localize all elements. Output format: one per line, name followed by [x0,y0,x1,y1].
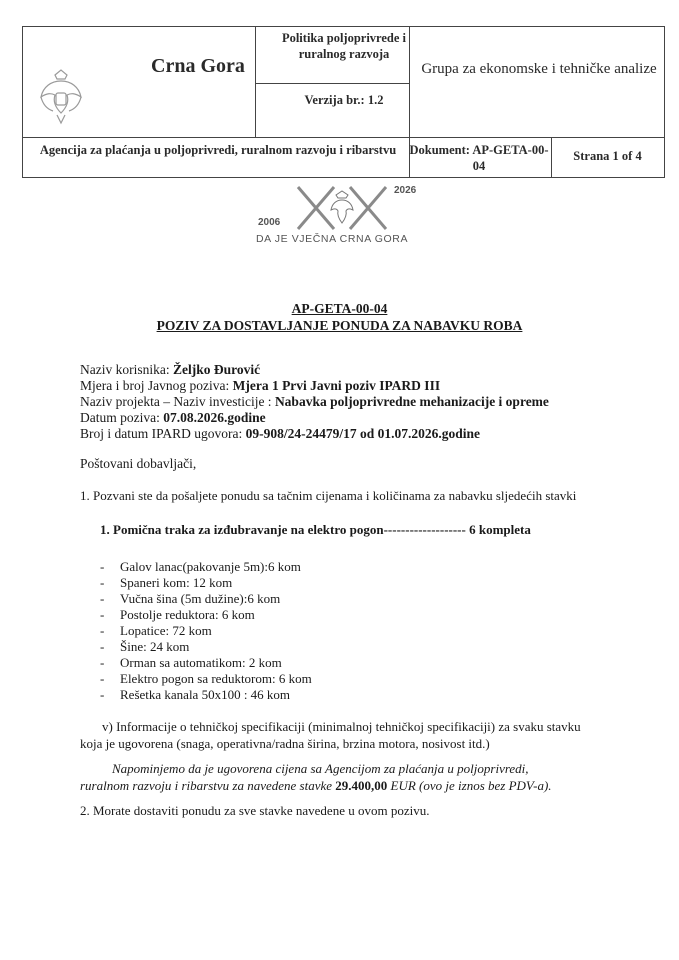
document-code: AP-GETA-00-04 [291,301,388,316]
greeting: Poštovani dobavljači, [80,456,197,471]
info-date [80,410,266,426]
coat-of-arms-icon [37,67,85,127]
anniversary-year-end: 2026 [394,185,417,196]
list-item: Galov lanac(pakovanje 5m):6 kom [120,559,301,574]
info-label: Mjera i broj Javnog poziva: [80,378,233,393]
policy-title: Politika poljoprivrede i ruralnog razvoja [281,31,407,61]
note-amount: 29.400,00 [335,778,388,793]
header-divider [255,83,409,84]
page-number: Strana 1 of 4 [573,149,642,163]
list-bullet: - [100,671,105,686]
agency-name: Agencija za plaćanja u poljoprivredi, ruralnom razvoju i ribarstvu [39,143,397,157]
info-value: Mjera 1 Prvi Javni poziv IPARD III [232,378,441,393]
country-name: Crna Gora [151,55,245,77]
list-bullet: - [100,623,105,638]
list-bullet: - [100,559,105,574]
list-item: Postolje reduktora: 6 kom [120,607,255,622]
note-text: EUR (ovo je iznos bez PDV-a). [387,778,552,793]
list-item: Šine: 24 kom [120,639,190,654]
anniversary-emblem-icon [292,185,392,231]
header-divider [23,137,664,138]
spec-line-1: v) Informacije o tehničkoj specifikaciji (minimalnoj tehničkoj specifikaciji) za svaku stavku [102,719,581,734]
anniversary-year-start: 2006 [258,217,281,228]
document-title: POZIV ZA DOSTAVLJANJE PONUDA ZA NABAVKU ROBA [156,318,523,333]
list-bullet: - [100,591,105,606]
info-value: 07.08.2026.godine [163,410,266,425]
anniversary-slogan: DA JE VJEČNA CRNA GORA [256,233,409,245]
anniversary-logo [240,183,440,249]
list-item: Spaneri kom: 12 kom [120,575,233,590]
note-line-2 [80,778,552,795]
info-beneficiary [80,362,260,378]
spec-line-2: koja je ugovorena (snaga, operativna/radna širina, brzina motora, nosivost itd.) [80,736,490,751]
list-bullet: - [100,687,105,702]
info-project [80,394,549,410]
list-bullet: - [100,639,105,654]
info-label: Naziv korisnika: [80,362,173,377]
list-item: Vučna šina (5m dužine):6 kom [120,591,281,606]
info-value: 09-908/24-24479/17 od 01.07.2026.godine [245,426,481,441]
group-name: Grupa za ekonomske i tehničke analize [421,61,657,77]
info-label: Naziv projekta – Naziv investicije : [80,394,275,409]
list-bullet: - [100,575,105,590]
list-bullet: - [100,655,105,670]
list-item: Elektro pogon sa reduktorom: 6 kom [120,671,312,686]
info-label: Broj i datum IPARD ugovora: [80,426,246,441]
note-line-1: Napominjemo da je ugovorena cijena sa Agencijom za plaćanja u poljoprivredi, [112,761,529,776]
point-2: 2. Morate dostaviti ponudu za sve stavke navedene u ovom pozivu. [80,803,430,818]
point-1: 1. Pozvani ste da pošaljete ponudu sa tačnim cijenama i količinama za nabavku sljedećih stavki [80,488,577,503]
info-contract [80,426,480,442]
header-divider [255,27,256,137]
list-item: Lopatice: 72 kom [120,623,212,638]
list-item: Rešetka kanala 50x100 : 46 kom [120,687,291,702]
info-measure [80,378,440,394]
info-value: Nabavka poljoprivredne mehanizacije i opreme [274,394,549,409]
list-bullet: - [100,607,105,622]
document-header-table [22,26,665,178]
info-value: Željko Đurović [172,362,261,377]
note-text: ruralnom razvoju i ribarstvu za navedene stavke [80,778,336,793]
item-heading: 1. Pomična traka za izđubravanje na elektro pogon------------------- 6 kompleta [100,522,531,537]
document-id: Dokument: AP-GETA-00-04 [409,143,549,173]
version-number: Verzija br.: 1.2 [304,93,384,107]
list-item: Orman sa automatikom: 2 kom [120,655,282,670]
info-label: Datum poziva: [80,410,164,425]
